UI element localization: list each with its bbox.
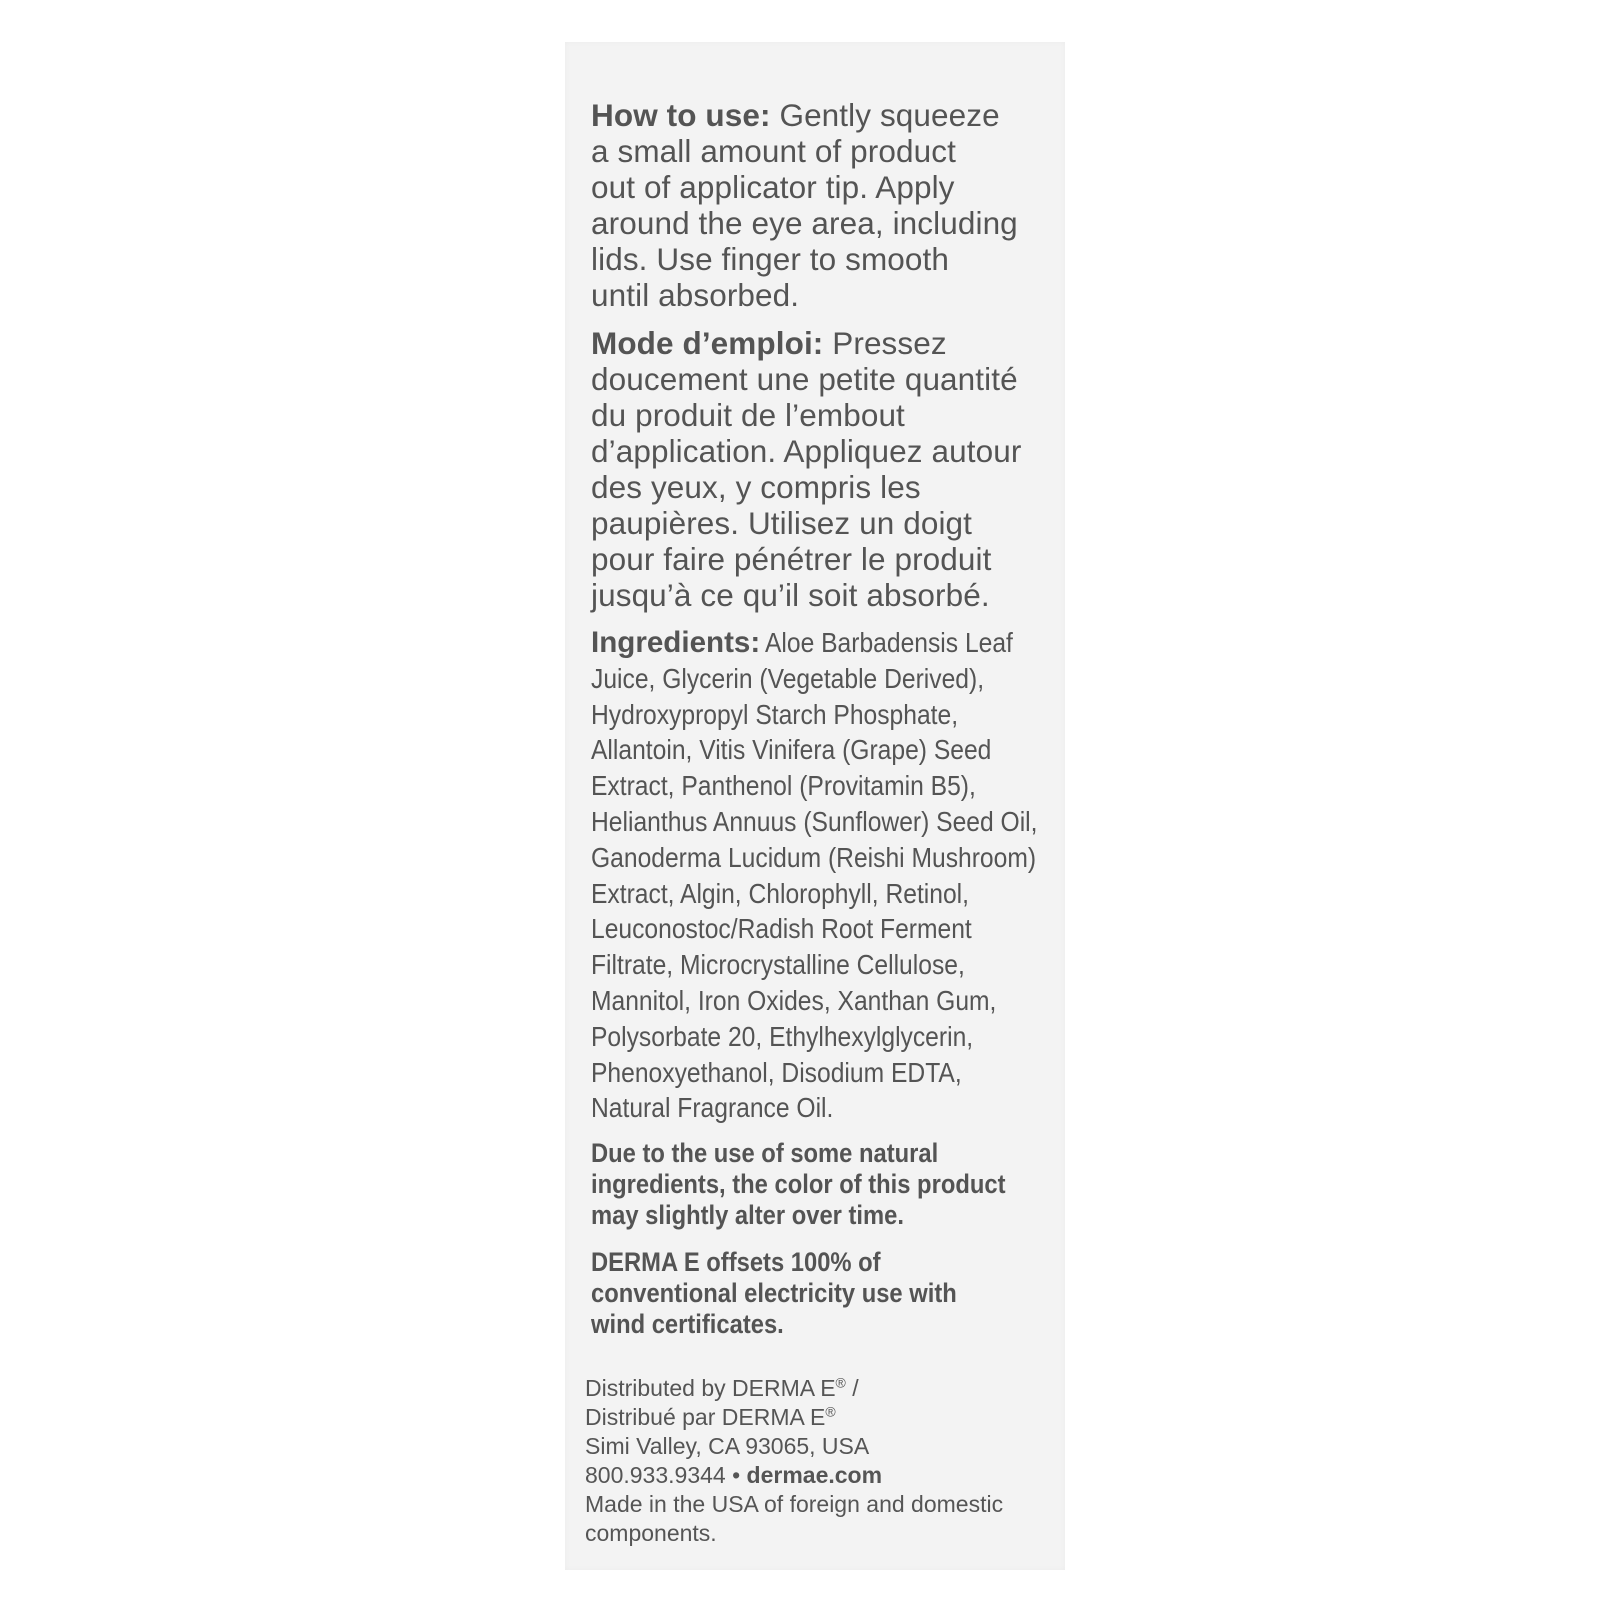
ingredients-line: Filtrate, Microcrystalline Cellulose, [591, 949, 965, 981]
bullet-separator: • [725, 1462, 747, 1488]
color-notice [591, 1138, 1066, 1231]
mode-emploi-text: Pressez [823, 325, 947, 361]
distributed-by-en [585, 1374, 1055, 1403]
mode-emploi-line: d’application. Appliquez autour [591, 433, 1022, 469]
ingredients-line: Ganoderma Lucidum (Reishi Mushroom) [591, 841, 1037, 873]
distributed-by-fr [585, 1403, 1055, 1432]
how-to-use-heading: How to use: [591, 97, 771, 133]
mode-emploi-section [591, 325, 1061, 613]
mode-emploi-line: du produit de l’embout [591, 397, 905, 433]
registered-mark: ® [835, 1374, 846, 1391]
ingredients-heading: Ingredients: [591, 626, 761, 659]
wind-offset-line: DERMA E offsets 100% of [591, 1247, 881, 1278]
ingredients-line: Leuconostoc/Radish Root Ferment [591, 913, 972, 945]
how-to-use-text: Gently squeeze [770, 97, 1000, 133]
mode-emploi-line: paupières. Utilisez un doigt [591, 505, 973, 541]
mode-emploi-line: pour faire pénétrer le produit [591, 541, 992, 577]
how-to-use-line: around the eye area, including [591, 205, 1018, 241]
registered-mark: ® [825, 1403, 836, 1420]
how-to-use-line: until absorbed. [591, 277, 800, 313]
ingredients-line: Allantoin, Vitis Vinifera (Grape) Seed [591, 734, 992, 766]
distributor-address: Simi Valley, CA 93065, USA [585, 1433, 870, 1459]
ingredients-line: Extract, Algin, Chlorophyll, Retinol, [591, 877, 969, 909]
mode-emploi-line: doucement une petite quantité [591, 361, 1018, 397]
made-in-line: components. [585, 1520, 717, 1546]
how-to-use-section [591, 97, 1061, 313]
ingredients-line: Hydroxypropyl Starch Phosphate, [591, 698, 959, 730]
color-notice-line: ingredients, the color of this product [591, 1169, 1006, 1200]
product-label-panel [565, 42, 1065, 1570]
mode-emploi-line: jusqu’à ce qu’il soit absorbé. [591, 577, 990, 613]
label-content [591, 97, 1061, 1356]
ingredients-line: Natural Fragrance Oil. [591, 1092, 834, 1124]
ingredients-line: Polysorbate 20, Ethylhexylglycerin, [591, 1020, 974, 1052]
mode-emploi-line: des yeux, y compris les [591, 469, 921, 505]
ingredients-line: Extract, Panthenol (Provitamin B5), [591, 770, 976, 802]
wind-offset-line: wind certificates. [591, 1309, 784, 1340]
wind-offset-line: conventional electricity use with [591, 1278, 957, 1309]
distributed-by-separator: / [845, 1375, 859, 1401]
made-in-line: Made in the USA of foreign and domestic [585, 1491, 1004, 1517]
color-notice-line: may slightly alter over time. [591, 1200, 904, 1231]
how-to-use-line: lids. Use finger to smooth [591, 241, 950, 277]
distributed-by-en-text: Distributed by DERMA E [585, 1375, 836, 1401]
ingredients-line: Phenoxyethanol, Disodium EDTA, [591, 1056, 962, 1088]
wind-offset-notice [591, 1247, 1066, 1340]
phone-number: 800.933.9344 [585, 1462, 726, 1488]
ingredients-line: Mannitol, Iron Oxides, Xanthan Gum, [591, 984, 997, 1016]
ingredients-text: Aloe Barbadensis Leaf [764, 627, 1013, 658]
how-to-use-line: out of applicator tip. Apply [591, 169, 955, 205]
ingredients-line: Helianthus Annuus (Sunflower) Seed Oil, [591, 805, 1038, 837]
distributor-footer [585, 1374, 1055, 1548]
mode-emploi-heading: Mode d’emploi: [591, 325, 824, 361]
distributed-by-fr-text: Distribué par DERMA E [585, 1404, 826, 1430]
how-to-use-line: a small amount of product [591, 133, 956, 169]
ingredients-line: Juice, Glycerin (Vegetable Derived), [591, 662, 985, 694]
ingredients-section [591, 625, 1063, 1126]
contact-line [585, 1461, 1055, 1490]
color-notice-line: Due to the use of some natural [591, 1138, 939, 1169]
website-link[interactable]: dermae.com [746, 1462, 883, 1488]
